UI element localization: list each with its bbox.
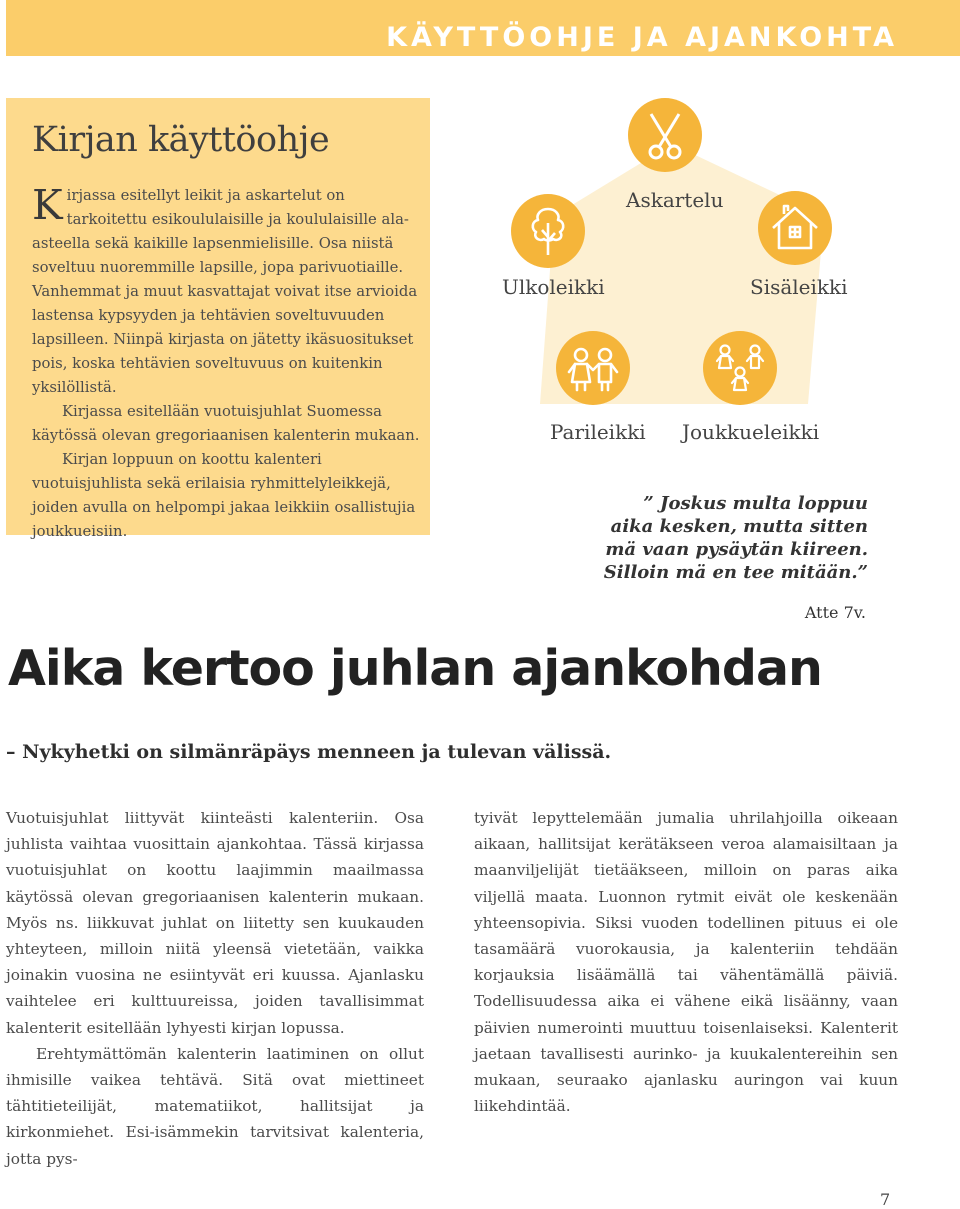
label-ulkoleikki: Ulkoleikki [502,275,605,299]
label-askartelu: Askartelu [626,188,724,212]
quote-line: ” Joskus multa loppuu [643,493,868,514]
label-parileikki: Parileikki [550,420,646,444]
section-subheadline: – Nykyhetki on silmänräpäys menneen ja tulevan välissä. [6,741,612,763]
page-number: 7 [880,1190,891,1209]
pair-of-children-icon [555,330,631,406]
group-of-children-icon [702,330,778,406]
body-paragraph: Vuotuisjuhlat liittyvät kiinteästi kalenteriin. Osa juhlista vaihtaa vuosittain ajankohtaa. Tässä kirjassa vuotuisjuhlat on koottu laajimmin maailmassa käytössä olevan gregoriaanisen kalenterin mukaan. Myös ns. liikkuvat juhlat on liitetty sen kuukauden yhteyteen, milloin niitä yleensä vietetään, vaikka joinakin vuosina ne esiintyvät eri kuussa. Ajanlasku vaihtelee eri kulttuureissa, joiden tavallisimmat kalenterit esitellään lyhyesti kirjan lopussa. [6,809,424,1037]
body-paragraph: Erehtymättömän kalenterin laatiminen on ollut ihmisille vaikea tehtävä. Sitä ovat miettineet tähtitieteilijät, matematiikot, hallitsijat ja kirkonmiehet. Esi-isämmekin tarvitsivat kalenteria, jotta pys- [6,1044,424,1168]
info-box [6,98,430,540]
body-column-right [474,805,898,1119]
body-column-left [6,805,424,1172]
info-box-text [32,181,424,544]
label-sisaleikki: Sisäleikki [750,275,848,299]
body-paragraph: tyivät lepyttelemään jumalia uhrilahjoilla oikeaan aikaan, hallitsijat kerätäkseen veroa alamaisiltaan ja maanviljelijät tietääkseen, milloin on paras aika viljellä maata. Luonnon rytmit eivät ole keskenään yhteensopivia. Siksi vuoden todellinen pituus ei ole tasamäärä vuorokausia, ja kalenteriin tehdään korjauksia lisäämällä tai vähentämällä päiviä. Todellisuudessa aika ei vähene eikä lisäänny, vaan päivien numerointi muuttuu toisenlaiseksi. Kalenterit jaetaan tavallisesti aurinko- ja kuukalentereihin sen mukaan, seuraako ajanlasku auringon vai kuun liikehdintää. [474,809,898,1116]
info-paragraph: Kirjan loppuun on koottu kalenteri vuotuisjuhlista sekä erilaisia ryhmittelyleikkejä, joiden avulla on helpompi jakaa leikkiin osallistujia joukkueisiin. [32,451,416,540]
quote-line: Silloin mä en tee mitään.” [603,562,868,583]
drop-cap: K [32,181,63,229]
header-banner [6,0,960,56]
section-headline: Aika kertoo juhlan ajankohdan [8,640,822,697]
info-box-title: Kirjan käyttöohje [32,120,330,160]
child-quote [600,492,868,584]
info-paragraph: Kirjassa esitellyt leikit ja askartelut on tarkoitettu esikoululaisille ja koululaisille ala-asteella sekä kaikille lapsenmielisille. Osa niistä soveltuu nuoremmille lapsille, jopa parivuotiaille. Vanhemmat ja muut kasvattajat voivat itse arvioida lastensa kypsyyden ja tehtävien soveltuvuuden lapsilleen. Niinpä kirjasta on jätetty ikäsuositukset pois, koska tehtävien soveltuvuus on kuitenkin yksilöllistä. [32,181,418,396]
label-joukkueleikki: Joukkueleikki [682,420,820,444]
quote-line: aika kesken, mutta sitten [610,516,868,537]
tree-icon [510,193,586,269]
info-paragraph: Kirjassa esitellään vuotuisjuhlat Suomessa käytössä olevan gregoriaanisen kalenterin mukaan. [32,403,420,444]
house-icon [757,190,833,266]
quote-line: mä vaan pysäytän kiireen. [605,539,868,560]
quote-author: Atte 7v. [804,603,866,622]
banner-title: KÄYTTÖOHJE JA AJANKOHTA [386,22,898,53]
scissors-icon [627,97,703,173]
